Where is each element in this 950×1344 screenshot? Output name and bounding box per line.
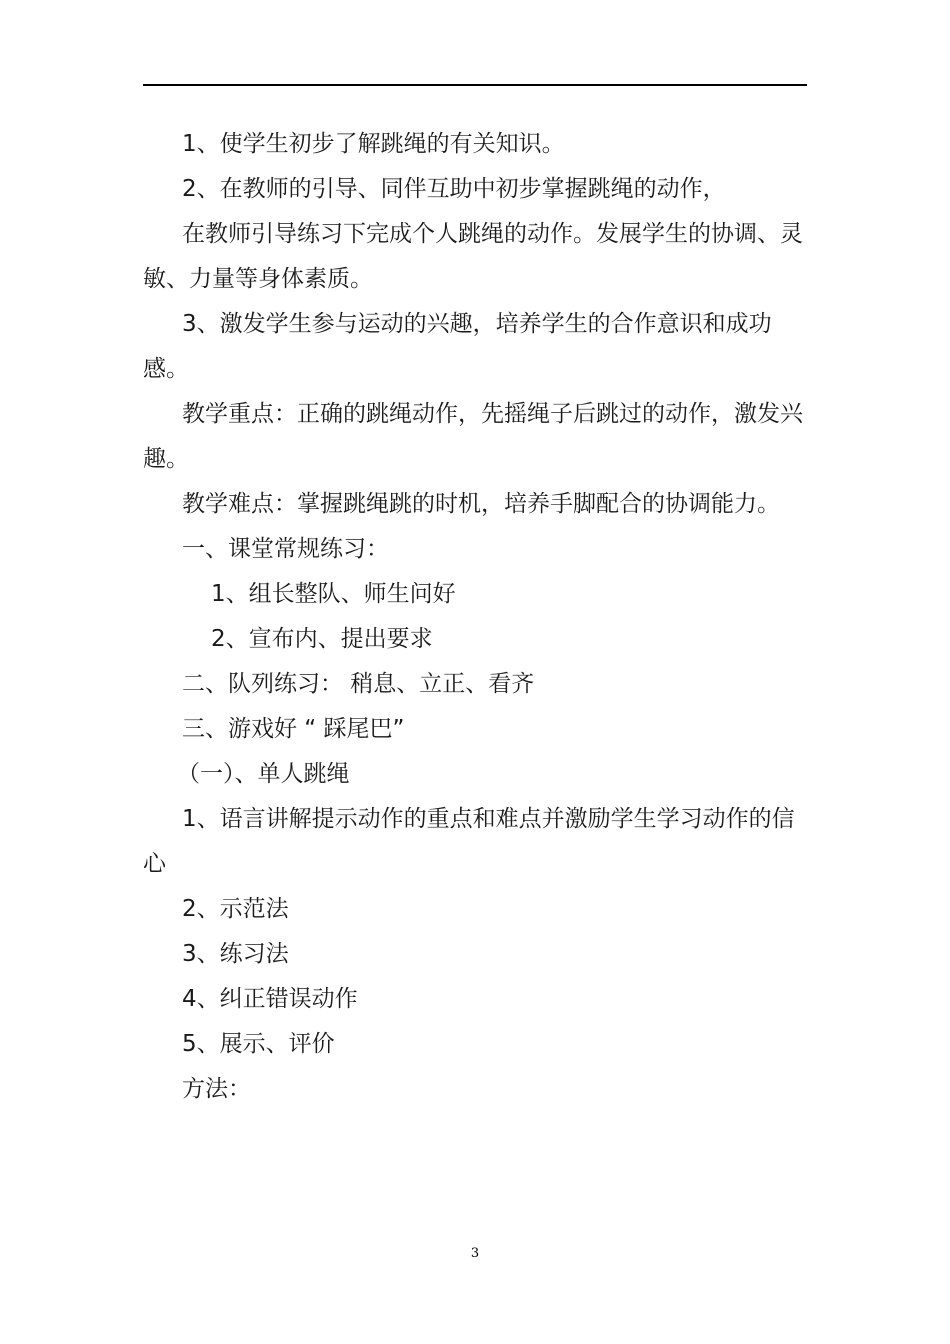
method-item-5: 5、展示、评价: [182, 1031, 335, 1057]
paragraph-objective-2-continued: 在教师引导练习下完成个人跳绳的动作。发展学生的协调、灵敏、力量等身体素质。: [143, 221, 803, 292]
page-number: 3: [470, 1246, 480, 1261]
paragraph-key-points: 教学重点：正确的跳绳动作，先摇绳子后跳过的动作，激发兴趣。: [143, 401, 803, 472]
method-item-4: 4、纠正错误动作: [182, 986, 358, 1012]
routine-item-2: 2、宣布内、提出要求: [211, 626, 433, 652]
paragraph-difficult-points: 教学难点：掌握跳绳跳的时机，培养手脚配合的协调能力。: [182, 491, 780, 517]
paragraph-objective-3: 3、激发学生参与运动的兴趣，培养学生的合作意识和成功感。: [143, 311, 772, 382]
section-heading-game: 三、游戏好 “ 踩尾巴”: [182, 716, 405, 742]
method-item-2: 2、示范法: [182, 896, 289, 922]
method-item-3: 3、练习法: [182, 941, 289, 967]
section-heading-routine: 一、课堂常规练习：: [182, 536, 389, 562]
method-item-1: 1、语言讲解提示动作的重点和难点并激励学生学习动作的信心: [143, 806, 795, 877]
document-body: [143, 122, 807, 1112]
subsection-single-rope: （一）、单人跳绳: [177, 761, 350, 787]
section-heading-formation: 二、队列练习： 稍息、立正、看齐: [182, 671, 535, 697]
routine-item-1: 1、组长整队、师生问好: [211, 581, 456, 607]
paragraph-objective-1: 1、使学生初步了解跳绳的有关知识。: [182, 131, 565, 157]
paragraph-objective-2: 2、在教师的引导、同伴互助中初步掌握跳绳的动作，: [182, 176, 726, 202]
methods-label: 方法：: [182, 1076, 251, 1102]
header-rule: [143, 84, 807, 86]
